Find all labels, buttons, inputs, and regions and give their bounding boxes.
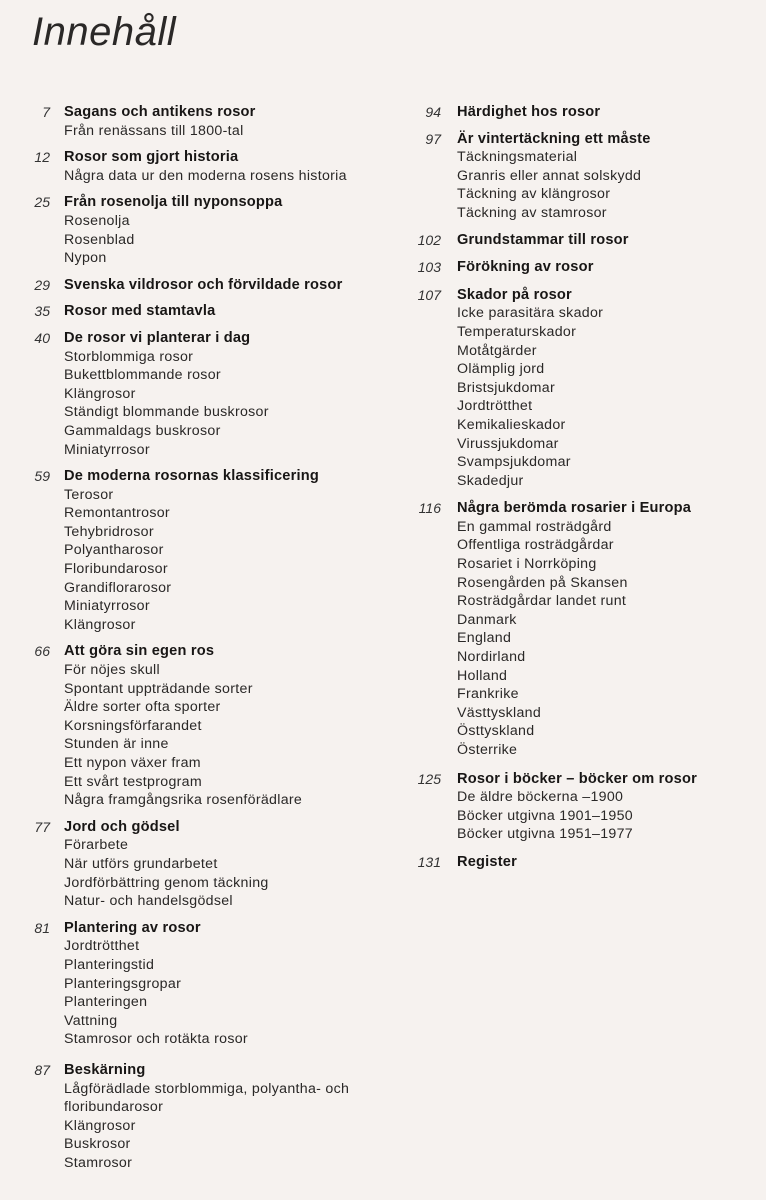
- toc-subsection: Östtyskland: [457, 723, 535, 740]
- toc-chapter-heading: Förökning av rosor: [457, 259, 594, 276]
- toc-chapter-heading: Är vintertäckning ett måste: [457, 130, 651, 147]
- toc-entry: [398, 853, 766, 872]
- toc-subsection: Stamrosor och rotäkta rosor: [64, 1031, 248, 1048]
- toc-subsection: Jordtrötthet: [457, 398, 533, 415]
- toc-subsection: Olämplig jord: [457, 361, 545, 378]
- toc-chapter-heading: Register: [457, 853, 517, 870]
- toc-subsection: Klängrosor: [64, 385, 136, 402]
- toc-subsection: Storblommiga rosor: [64, 348, 194, 365]
- toc-subsection: Klängrosor: [64, 1117, 136, 1134]
- toc-chapter-heading: De rosor vi planterar i dag: [64, 329, 251, 346]
- toc-subsection: Jordförbättring genom täckning: [64, 874, 269, 891]
- toc-chapter-heading: Några berömda rosarier i Europa: [457, 500, 692, 517]
- toc-entry: [0, 148, 400, 185]
- toc-page-number: 116: [418, 500, 441, 517]
- toc-subsection: Täckning av klängrosor: [457, 186, 611, 203]
- toc-subsection: Planteringstid: [64, 956, 155, 973]
- toc-subsection: En gammal rosträdgård: [457, 518, 612, 535]
- toc-subsection: Motåtgärder: [457, 342, 537, 359]
- toc-subsection: För nöjes skull: [64, 662, 160, 679]
- toc-subsection: Planteringen: [64, 994, 148, 1011]
- page-title: Innehåll: [32, 10, 177, 54]
- toc-page-number: 7: [42, 104, 50, 120]
- toc-page-number: 25: [34, 194, 50, 211]
- toc-subsection: Frankrike: [457, 686, 519, 703]
- toc-entry: [0, 1061, 400, 1173]
- toc-subsection: Svampsjukdomar: [457, 454, 571, 471]
- toc-subsection: Täckningsmaterial: [457, 149, 578, 166]
- toc-entry: [0, 818, 400, 911]
- toc-entry: [0, 276, 400, 295]
- toc-subsection: Förarbete: [64, 837, 129, 854]
- toc-subsection: Korsningsförfarandet: [64, 717, 202, 734]
- toc-page-number: 131: [417, 853, 441, 870]
- toc-subsection: Floribundarosor: [64, 561, 168, 578]
- toc-chapter-heading: Plantering av rosor: [64, 919, 201, 936]
- toc-chapter-heading: Rosor med stamtavla: [64, 303, 216, 320]
- toc-page-number: 81: [34, 919, 50, 936]
- toc-subsection: Natur- och handelsgödsel: [64, 893, 233, 910]
- toc-subsection: England: [457, 630, 512, 647]
- toc-subsection: Tehybridrosor: [64, 523, 154, 540]
- toc-subsection: Från renässans till 1800-tal: [64, 122, 244, 139]
- toc-page-number: 103: [417, 259, 441, 276]
- toc-subsection: Västtyskland: [457, 704, 542, 721]
- toc-chapter-heading: Från rosenolja till nyponsoppa: [64, 194, 283, 211]
- toc-page-number: 87: [34, 1061, 50, 1078]
- toc-subsection: Granris eller annat solskydd: [457, 167, 642, 184]
- toc-page-number: 59: [34, 468, 50, 485]
- toc-page-number: 29: [34, 276, 50, 293]
- toc-subsection: Rosariet i Norrköping: [457, 556, 597, 573]
- toc-chapter-heading: Rosor som gjort historia: [64, 149, 239, 166]
- toc-subsection: Bristsjukdomar: [457, 379, 556, 396]
- toc-page-number: 12: [34, 149, 50, 166]
- toc-chapter-heading: Svenska vildrosor och förvildade rosor: [64, 276, 343, 293]
- toc-subsection: Böcker utgivna 1951–1977: [457, 826, 634, 843]
- toc-subsection: Bukettblommande rosor: [64, 367, 221, 384]
- toc-page-number: 102: [417, 231, 441, 248]
- toc-subsection: Planteringsgropar: [64, 975, 182, 992]
- toc-subsection: Buskrosor: [64, 1136, 131, 1153]
- toc-left-column: [0, 103, 400, 1172]
- toc-subsection: Icke parasitära skador: [457, 305, 604, 322]
- toc-subsection: Kemikalieskador: [457, 416, 566, 433]
- toc-entry: [0, 642, 400, 809]
- toc-subsection: Rosengården på Skansen: [457, 574, 628, 591]
- toc-subsection: Rosträdgårdar landet runt: [457, 593, 627, 610]
- toc-subsection: Vattning: [64, 1012, 118, 1029]
- toc-subsection: Polyantharosor: [64, 542, 164, 559]
- toc-subsection: Några data ur den moderna rosens historia: [64, 167, 347, 184]
- toc-subsection: Jordtrötthet: [64, 938, 140, 955]
- toc-entry: [0, 329, 400, 459]
- toc-chapter-heading: Rosor i böcker – böcker om rosor: [457, 770, 697, 787]
- toc-subsection: Rosenolja: [64, 212, 130, 229]
- toc-entry: [398, 499, 766, 759]
- toc-chapter-heading: De moderna rosornas klassificering: [64, 468, 319, 485]
- toc-entry: [398, 286, 766, 491]
- toc-subsection: Nypon: [64, 250, 107, 267]
- toc-subsection: När utförs grundarbetet: [64, 855, 218, 872]
- toc-subsection: Miniatyrrosor: [64, 598, 150, 615]
- toc-chapter-heading: Jord och gödsel: [64, 818, 180, 835]
- toc-entry: [398, 103, 766, 122]
- toc-subsection: Remontantrosor: [64, 505, 170, 522]
- toc-entry: [398, 231, 766, 250]
- toc-page-number: 94: [425, 104, 441, 120]
- toc-entry: [0, 193, 400, 267]
- toc-subsection: Stunden är inne: [64, 736, 169, 753]
- toc-subsection: Skadedjur: [457, 472, 524, 489]
- toc-chapter-heading: Skador på rosor: [457, 286, 572, 303]
- toc-entry: [398, 130, 766, 223]
- toc-entry: [398, 258, 766, 277]
- toc-subsection: Österrike: [457, 742, 518, 758]
- toc-page-number: 77: [34, 818, 50, 835]
- toc-entry: [0, 103, 400, 140]
- toc-subsection: Miniatyrrosor: [64, 441, 150, 458]
- toc-subsection: Ett svårt testprogram: [64, 773, 202, 790]
- toc-entry: [398, 770, 766, 844]
- toc-page-number: 125: [417, 770, 441, 787]
- toc-page-number: 97: [425, 130, 441, 147]
- toc-subsection: De äldre böckerna –1900: [457, 789, 624, 806]
- toc-page-number: 35: [34, 303, 50, 320]
- toc-entry: [0, 919, 400, 1049]
- toc-chapter-heading: Grundstammar till rosor: [457, 231, 629, 248]
- toc-page-number: 66: [34, 643, 50, 660]
- toc-right-column: [398, 103, 766, 872]
- toc-subsection: Virussjukdomar: [457, 435, 559, 452]
- toc-subsection: floribundarosor: [64, 1099, 164, 1116]
- toc-subsection: Holland: [457, 667, 508, 684]
- toc-subsection: Terosor: [64, 486, 114, 503]
- toc-subsection: Danmark: [457, 611, 517, 628]
- toc-subsection: Stamrosor: [64, 1154, 133, 1171]
- toc-subsection: Ett nypon växer fram: [64, 755, 201, 771]
- toc-chapter-heading: Härdighet hos rosor: [457, 104, 601, 120]
- toc-chapter-heading: Att göra sin egen ros: [64, 643, 215, 660]
- toc-chapter-heading: Sagans och antikens rosor: [64, 104, 256, 120]
- toc-subsection: Gammaldags buskrosor: [64, 422, 221, 439]
- toc-subsection: Böcker utgivna 1901–1950: [457, 807, 634, 824]
- toc-subsection: Lågförädlade storblommiga, polyantha- och: [64, 1080, 350, 1097]
- toc-subsection: Spontant uppträdande sorter: [64, 680, 253, 697]
- toc-subsection: Nordirland: [457, 649, 526, 666]
- toc-subsection: Temperaturskador: [457, 323, 577, 340]
- toc-page-number: 107: [417, 286, 441, 303]
- toc-subsection: Offentliga rosträdgårdar: [457, 537, 614, 554]
- toc-subsection: Äldre sorter ofta sporter: [64, 699, 221, 716]
- toc-subsection: Grandiflorarosor: [64, 579, 172, 596]
- toc-entry: [0, 302, 400, 321]
- toc-chapter-heading: Beskärning: [64, 1061, 146, 1078]
- toc-entry: [0, 467, 400, 634]
- toc-subsection: Ständigt blommande buskrosor: [64, 404, 269, 421]
- toc-page-number: 40: [34, 329, 50, 346]
- toc-subsection: Några framgångsrika rosenförädlare: [64, 792, 303, 809]
- toc-subsection: Klängrosor: [64, 616, 136, 633]
- toc-subsection: Täckning av stamrosor: [457, 204, 607, 221]
- toc-subsection: Rosenblad: [64, 231, 135, 248]
